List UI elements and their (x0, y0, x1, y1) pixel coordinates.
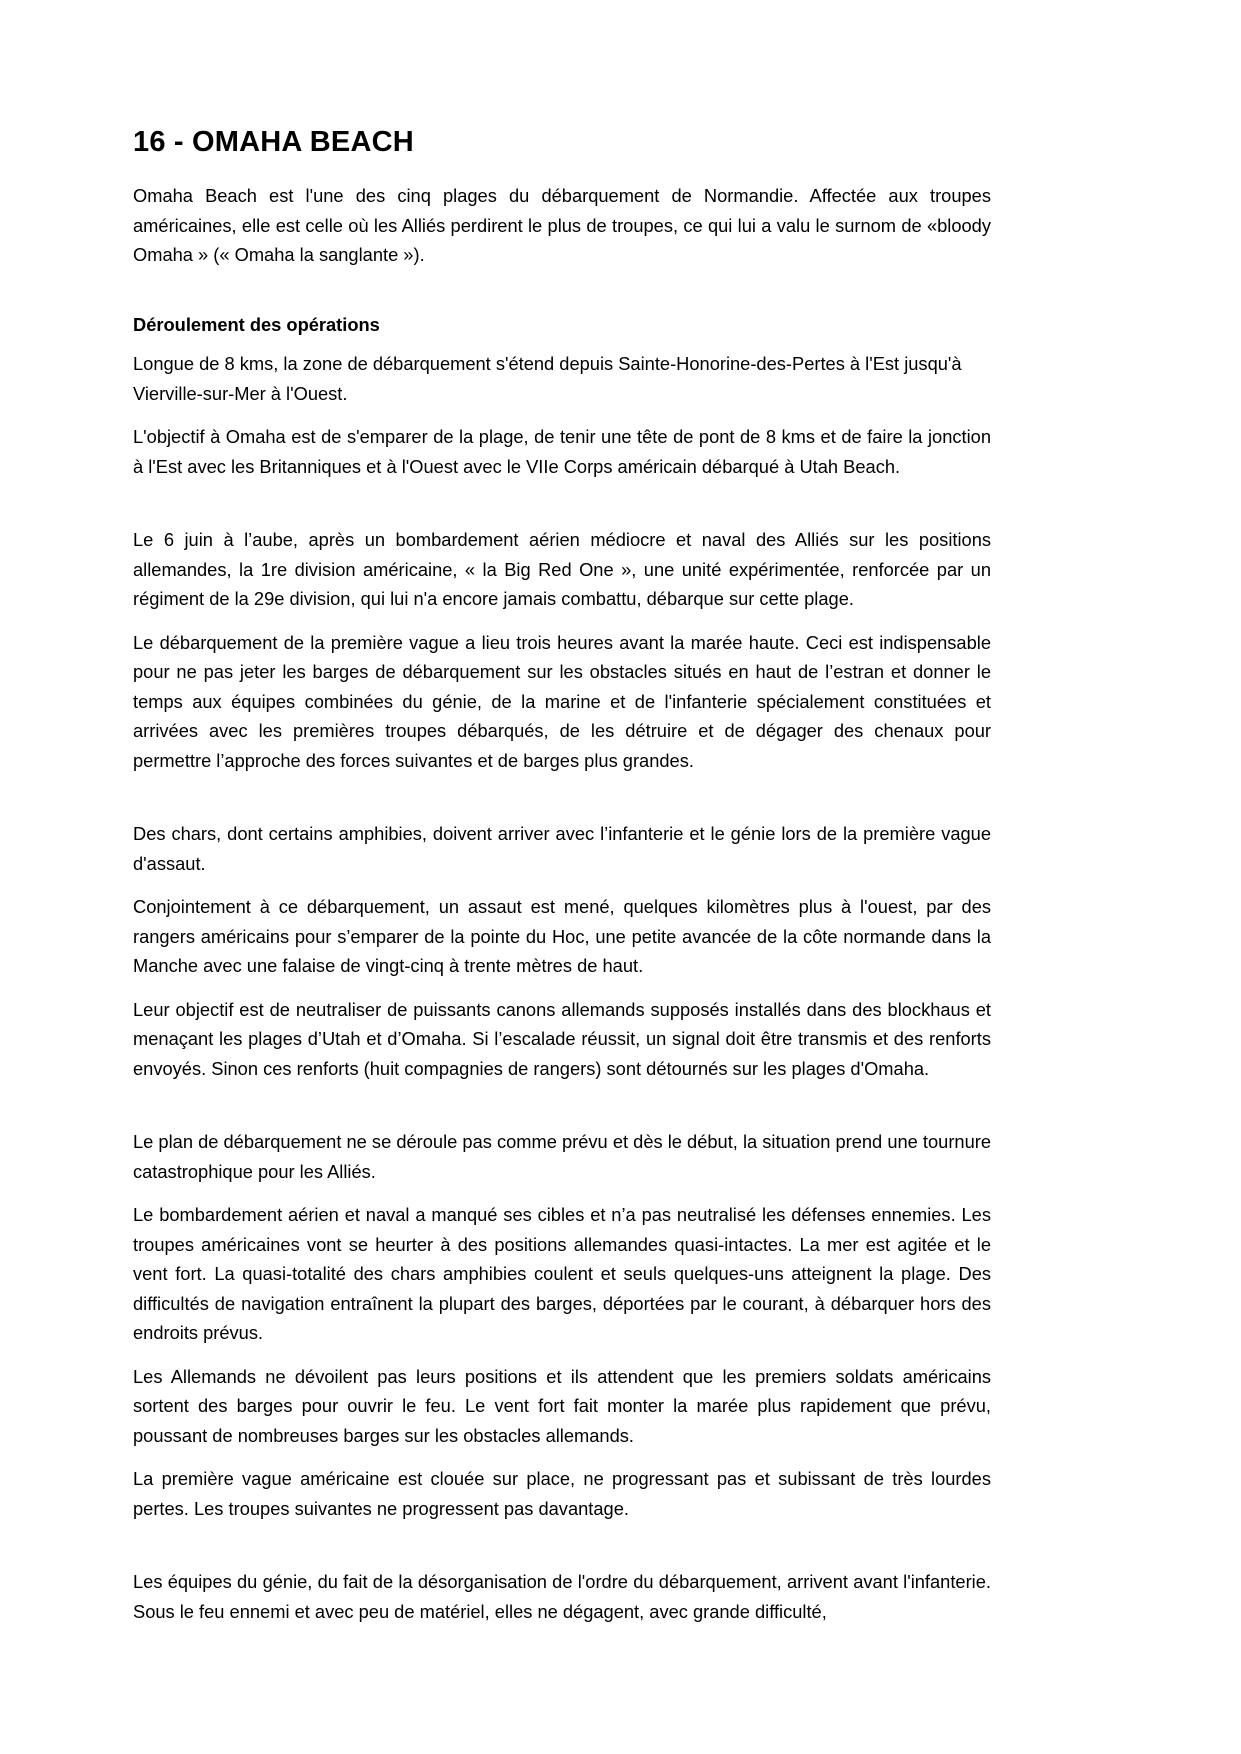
spacer (133, 1537, 991, 1567)
paragraph-zone-debarquement: Longue de 8 kms, la zone de débarquement s'étend depuis Sainte-Honorine-des-Pertes à l'Est jusqu'à Vierville-sur-Mer à l'Ouest. (133, 353, 962, 404)
paragraph-objectif: L'objectif à Omaha est de s'emparer de la plage, de tenir une tête de pont de 8 kms et de faire la jonction à l'Est avec les Britanniques et à l'Ouest avec le VIIe Corps américain débarqué à Utah Beach. (133, 426, 991, 477)
page-title: 16 - OMAHA BEACH (133, 126, 414, 158)
paragraph-premiere-vague: Le débarquement de la première vague a lieu trois heures avant la marée haute. Ceci est indispensable pour ne pas jeter les barges de débarquement sur les obstacles situés en haut de l’estran et donner le temps aux équipes combinées du génie, de la marine et de l'infanterie spécialement constituées et arrivées avec les premières troupes débarqués, de les détruire et de dégager des chenaux pour permettre l’approche des forces suivantes et de barges plus grandes. (133, 631, 991, 771)
paragraph-6-juin: Le 6 juin à l’aube, après un bombardement aérien médiocre et naval des Alliés sur les positions allemandes, la 1re division américaine, « la Big Red One », une unité expérimentée, renforcée par un régiment de la 29e division, qui lui n'a encore jamais combattu, débarque sur cette plage. (133, 529, 991, 610)
spacer (133, 284, 991, 310)
spacer (133, 1097, 991, 1127)
paragraph-chars-amphibies: Des chars, dont certains amphibies, doivent arriver avec l’infanterie et le génie lors de la première vague d'assaut. (133, 823, 991, 874)
paragraph-objectif-blockhaus: Leur objectif est de neutraliser de puissants canons allemands supposés installés dans des blockhaus et menaçant les plages d’Utah et d’Omaha. Si l’escalade réussit, un signal doit être transmis et des renforts envoyés. Sinon ces renforts (huit compagnies de rangers) sont détournés sur les plages d'Omaha. (133, 998, 991, 1079)
paragraph-equipes-genie: Les équipes du génie, du fait de la désorganisation de l'ordre du débarquement, arrivent avant l'infanterie. Sous le feu ennemi et avec peu de matériel, elles ne dégagent, avec grande difficulté, (133, 1571, 991, 1622)
paragraph-vague-clouee: La première vague américaine est clouée sur place, ne progressant pas et subissant de très lourdes pertes. Les troupes suivantes ne progressent pas davantage. (133, 1468, 991, 1519)
section-heading-deroulement: Déroulement des opérations (133, 313, 380, 335)
spacer (133, 495, 991, 525)
paragraph-plan-catastrophique: Le plan de débarquement ne se déroule pas comme prévu et dès le début, la situation prend une tournure catastrophique pour les Alliés. (133, 1131, 991, 1182)
document-content (133, 126, 991, 1640)
paragraph-bombardement-manque: Le bombardement aérien et naval a manqué ses cibles et n’a pas neutralisé les défenses ennemies. Les troupes américaines vont se heurter à des positions allemandes quasi-intactes. La mer est agitée et le vent fort. La quasi-totalité des chars amphibies coulent et seuls quelques-uns atteignent la plage. Des difficultés de navigation entraînent la plupart des barges, déportées par le courant, à débarquer hors des endroits prévus. (133, 1204, 991, 1344)
paragraph-intro: Omaha Beach est l'une des cinq plages du débarquement de Normandie. Affectée aux troupes américaines, elle est celle où les Alliés perdirent le plus de troupes, ce qui lui a valu le surnom de «bloody Omaha » (« Omaha la sanglante »). (133, 185, 991, 266)
paragraph-rangers-pointe-du-hoc: Conjointement à ce débarquement, un assaut est mené, quelques kilomètres plus à l'ouest, par des rangers américains pour s’emparer de la pointe du Hoc, une petite avancée de la côte normande dans la Manche avec une falaise de vingt-cinq à trente mètres de haut. (133, 896, 991, 977)
spacer (133, 789, 991, 819)
paragraph-allemands-positions: Les Allemands ne dévoilent pas leurs positions et ils attendent que les premiers soldats américains sortent des barges pour ouvrir le feu. Le vent fort fait monter la marée plus rapidement que prévu, poussant de nombreuses barges sur les obstacles allemands. (133, 1365, 991, 1446)
